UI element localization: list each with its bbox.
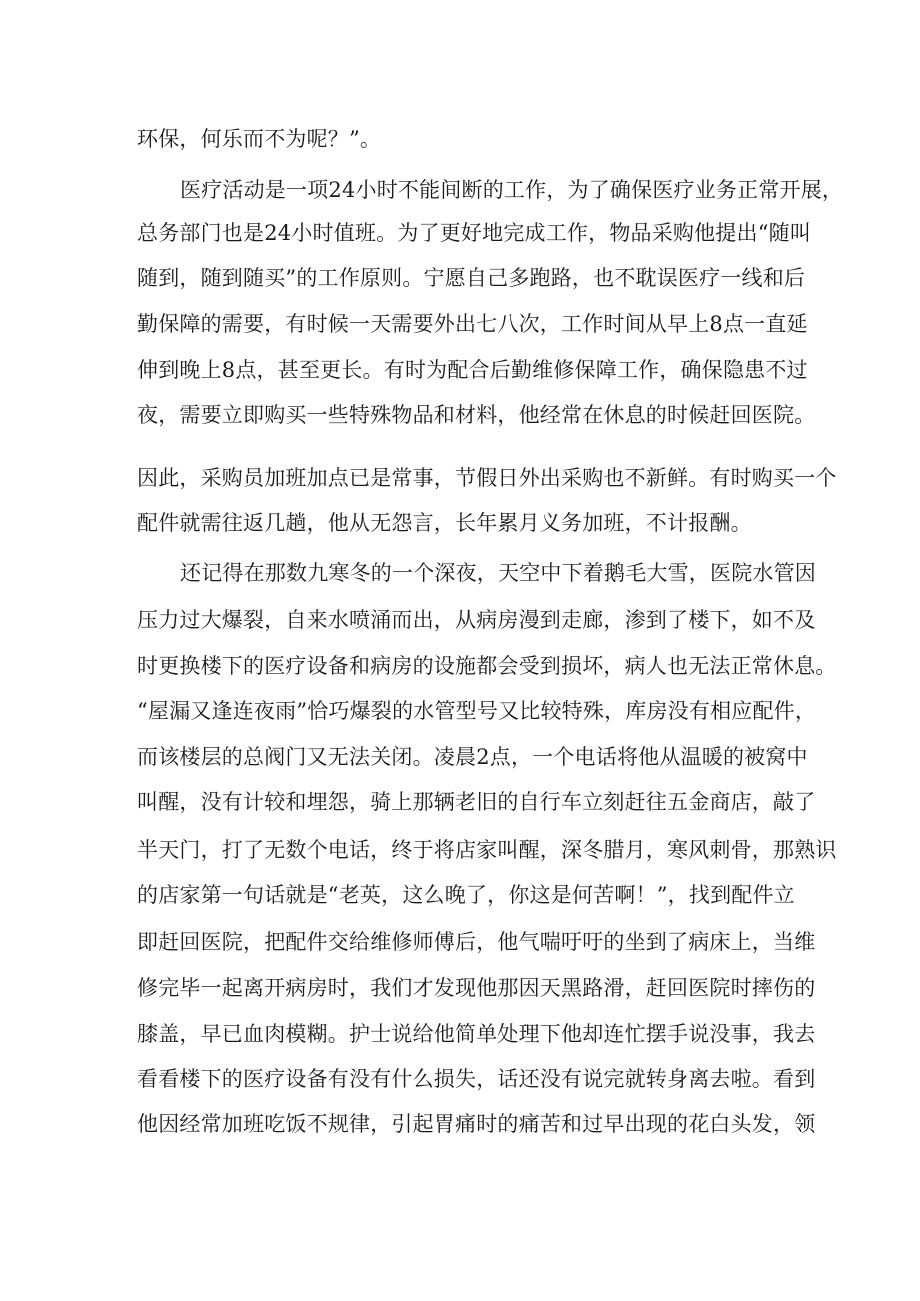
text-line: 还记得在那数九寒冬的一个深夜，天空中下着鹅毛大雪，医院水管因 bbox=[180, 561, 816, 585]
text-line: 他因经常加班吃饭不规律，引起胃痛时的痛苦和过早出现的花白头发，领 bbox=[137, 1112, 816, 1136]
text-line: 叫醒，没有计较和埋怨，骑上那辆老旧的自行车立刻赶往五金商店，敲了 bbox=[137, 790, 816, 814]
text-line: 夜，需要立即购买一些特殊物品和材料，他经常在休息的时候赶回医院。 bbox=[137, 403, 816, 427]
text-line: 修完毕一起离开病房时，我们才发现他那因天黑路滑，赶回医院时摔伤的 bbox=[137, 976, 816, 1000]
text-line: 的店家第一句话就是“老英，这么晚了，你这是何苦啊！”，找到配件立 bbox=[137, 883, 795, 907]
text-line: 医疗活动是一项24小时不能间断的工作，为了确保医疗业务正常开展， bbox=[180, 178, 844, 202]
text-line: 半天门，打了无数个电话，终于将店家叫醒，深冬腊月，寒风刺骨，那熟识 bbox=[137, 838, 837, 862]
text-line: 时更换楼下的医疗设备和病房的设施都会受到损坏，病人也无法正常休息。 bbox=[137, 654, 837, 678]
text-line: 配件就需往返几趟，他从无怨言，长年累月义务加班，不计报酬。 bbox=[137, 511, 752, 535]
text-line: 随到，随到随买”的工作原则。宁愿自己多跑路，也不耽误医疗一线和后 bbox=[137, 266, 806, 290]
text-line: 即赶回医院，把配件交给维修师傅后，他气喘吁吁的坐到了病床上，当维 bbox=[137, 930, 816, 954]
text-line: 伸到晚上8点，甚至更长。有时为配合后勤维修保障工作，确保隐患不过 bbox=[137, 358, 808, 382]
text-line: 环保，何乐而不为呢？”。 bbox=[137, 127, 382, 151]
text-line: 而该楼层的总阀门又无法关闭。凌晨2点，一个电话将他从温暖的被窝中 bbox=[137, 745, 808, 769]
text-line: “屋漏又逢连夜雨”恰巧爆裂的水管型号又比较特殊，库房没有相应配件， bbox=[137, 699, 817, 723]
text-line: 膝盖，早已血肉模糊。护士说给他简单处理下他却连忙摆手说没事，我去 bbox=[137, 1022, 816, 1046]
text-line: 看看楼下的医疗设备有没有什么损失，话还没有说完就转身离去啦。看到 bbox=[137, 1067, 816, 1091]
text-line: 勤保障的需要，有时候一天需要外出七八次，工作时间从早上8点一直延 bbox=[137, 312, 808, 336]
text-line: 总务部门也是24小时值班。为了更好地完成工作，物品采购他提出“随叫 bbox=[137, 221, 812, 245]
text-line: 因此，采购员加班加点已是常事，节假日外出采购也不新鲜。有时购买一个 bbox=[137, 466, 837, 490]
text-line: 压力过大爆裂，自来水喷涌而出，从病房漫到走廊，渗到了楼下，如不及 bbox=[137, 608, 816, 632]
